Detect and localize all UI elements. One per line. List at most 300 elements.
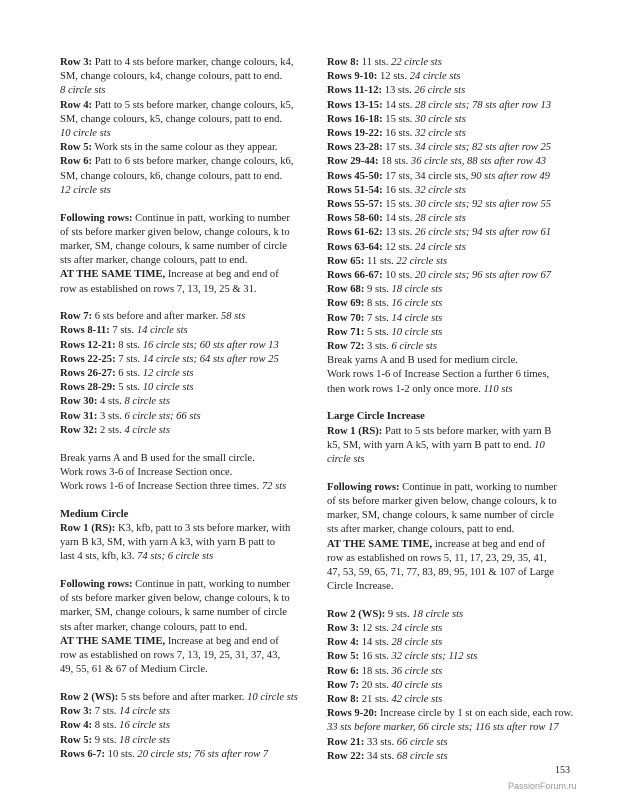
body-text: 2 sts. [97, 424, 125, 436]
italic-text: 10 circle sts [60, 128, 111, 140]
body-text: sts after marker, change colours, patt to end. [60, 621, 248, 633]
text-line [60, 592, 308, 606]
text-line [60, 84, 308, 98]
bold-text: Rows 9-10: [327, 71, 378, 83]
bold-text: Row 8: [327, 694, 360, 706]
bold-text: Row 68: [327, 284, 365, 296]
body-text: SM, change colours, k4, change colours, patt to end. [60, 71, 283, 83]
body-text: SM, change colours, k5, change colours, patt to end. [60, 113, 283, 125]
italic-text: 28 circle sts; 78 sts after row 13 [415, 99, 552, 111]
text-line [327, 693, 577, 707]
paragraph [327, 608, 577, 764]
text-line [60, 170, 308, 184]
paragraph [60, 578, 308, 677]
bold-text: Row 7: [327, 679, 360, 691]
text-line [60, 578, 308, 592]
left-column [60, 56, 308, 775]
body-text: Break yarns A and B used for the small circle. [60, 452, 255, 464]
body-text: 7 sts. [109, 325, 137, 337]
bold-text: Row 6: [60, 156, 93, 168]
bold-text: Row 3: [60, 706, 93, 718]
text-line [327, 552, 577, 566]
body-text: 15 sts. [382, 199, 416, 211]
text-line [327, 721, 577, 735]
italic-text: 40 circle sts [391, 679, 443, 691]
bold-text: Row 5: [60, 734, 93, 746]
italic-text: 8 circle sts [60, 85, 106, 97]
bold-text: Row 5: [60, 142, 93, 154]
bold-text: Rows 19-22: [327, 128, 383, 140]
italic-text: 33 sts before marker, 66 circle sts; 116 sts after row 17 [327, 722, 559, 734]
bold-text: Rows 11-12: [327, 85, 383, 97]
italic-text: 110 sts [483, 383, 513, 395]
body-text: 16 sts. [359, 651, 392, 663]
body-text: 14 sts. [382, 99, 416, 111]
body-text: Patt to 5 sts before marker, with yarn B [382, 425, 552, 437]
text-line [327, 326, 577, 340]
body-text: 11 sts. [359, 57, 392, 68]
italic-text: 32 circle sts [415, 184, 466, 196]
body-text: 7 sts. [92, 706, 120, 718]
text-line [327, 707, 577, 721]
italic-text: 18 circle sts [391, 284, 443, 296]
bold-text: Rows 9-20: [327, 708, 378, 720]
bold-text: Following rows: [327, 481, 400, 493]
italic-text: 10 circle sts [142, 382, 194, 394]
text-line [327, 509, 577, 523]
bold-text: Row 7: [60, 311, 93, 323]
text-line [327, 170, 577, 184]
text-line [60, 748, 308, 762]
text-line [327, 622, 577, 636]
body-text: 15 sts. [382, 113, 416, 125]
text-line [327, 184, 577, 198]
text-line [327, 453, 577, 467]
body-text: 16 sts. [382, 128, 416, 140]
text-line [60, 381, 308, 395]
watermark: PassionForum.ru [508, 781, 577, 791]
italic-text: 68 circle sts [396, 750, 448, 762]
bold-text: Row 32: [60, 424, 98, 436]
text-line [327, 368, 577, 382]
text-line [60, 254, 308, 268]
bold-text: Row 4: [327, 637, 360, 649]
body-text: of sts before marker given below, change colours, k to [60, 593, 290, 605]
italic-text: 26 circle sts; 94 sts after row 61 [415, 227, 552, 239]
bold-text: Rows 55-57: [327, 199, 383, 211]
body-text: Increase circle by 1 st on each side, each row. [377, 708, 574, 720]
text-line [60, 268, 308, 282]
italic-text: 12 circle sts [60, 184, 111, 196]
text-line [327, 608, 577, 622]
text-line [327, 481, 577, 495]
italic-text: 32 circle sts [415, 128, 466, 140]
text-line [327, 736, 577, 750]
bold-text: AT THE SAME TIME, [327, 538, 433, 550]
italic-text: 14 circle sts [136, 325, 188, 337]
text-line [60, 536, 308, 550]
body-text: 10 sts. [382, 270, 416, 282]
text-line [327, 636, 577, 650]
text-line [60, 719, 308, 733]
bold-text: Rows 45-50: [327, 170, 383, 182]
text-line [60, 705, 308, 719]
bold-text: Rows 8-11: [60, 325, 110, 337]
bold-text: Row 3: [60, 57, 93, 68]
body-text: 18 sts. [359, 665, 392, 677]
bold-text: Rows 26-27: [60, 368, 116, 380]
body-text: 5 sts. [364, 326, 392, 338]
italic-text: 10 [534, 439, 545, 451]
body-text: 5 sts. [115, 382, 143, 394]
bold-text: Row 29-44: [327, 156, 379, 168]
body-text: Work rows 1-6 of Increase Section three times. [60, 480, 262, 492]
body-text: 9 sts. [92, 734, 120, 746]
text-line [60, 70, 308, 84]
italic-text: 8 circle sts [124, 396, 170, 408]
text-line [327, 127, 577, 141]
bold-text: Row 22: [327, 750, 365, 762]
text-line [327, 297, 577, 311]
text-line [327, 198, 577, 212]
italic-text: 16 circle sts [391, 298, 443, 310]
paragraph [60, 508, 308, 565]
text-line [327, 665, 577, 679]
text-line [60, 339, 308, 353]
body-text: row as established on rows 5, 11, 17, 23, 29, 35, 41, [327, 552, 547, 564]
paragraph [60, 452, 308, 495]
body-text: last 4 sts, kfb, k3. [60, 551, 138, 563]
bold-text: Row 4: [60, 99, 93, 111]
italic-text: 14 circle sts; 64 sts after row 25 [142, 353, 279, 365]
body-text: 47, 53, 59, 65, 71, 77, 83, 89, 95, 101 & 107 of Large [327, 566, 554, 578]
italic-text: 30 circle sts; 92 sts after row 55 [415, 199, 552, 211]
text-line [327, 750, 577, 764]
bold-text: Rows 61-62: [327, 227, 383, 239]
text-line [60, 113, 308, 127]
body-text: Break yarns A and B used for medium circle. [327, 355, 518, 367]
text-line [327, 212, 577, 226]
text-line [60, 155, 308, 169]
text-line [60, 226, 308, 240]
body-text: 16 sts. [382, 184, 416, 196]
text-line [60, 550, 308, 564]
body-text: marker, SM, change colours, k same number of circle [60, 240, 287, 252]
italic-text: 28 circle sts [415, 213, 466, 225]
body-text: 3 sts. [97, 410, 125, 422]
body-text: 14 sts. [359, 637, 392, 649]
bold-text: Rows 63-64: [327, 241, 383, 253]
text-line [327, 425, 577, 439]
body-text: row as established on rows 7, 13, 19, 25 & 31. [60, 283, 257, 295]
body-text: Increase at beg and end of [165, 635, 279, 647]
body-text: Continue in patt, working to number [399, 481, 557, 493]
body-text: Circle Increase. [327, 581, 394, 593]
body-text: 8 sts. [364, 298, 392, 310]
body-text: Work rows 3-6 of Increase Section once. [60, 466, 233, 478]
body-text: 12 sts. [382, 241, 416, 253]
body-text: of sts before marker given below, change colours, k to [60, 226, 290, 238]
italic-text: 74 sts; 6 circle sts [137, 551, 214, 563]
text-line [60, 734, 308, 748]
paragraph [60, 56, 308, 198]
bold-text: Row 69: [327, 298, 365, 310]
text-line [60, 522, 308, 536]
italic-text: 66 circle sts [396, 736, 448, 748]
italic-text: 42 circle sts [391, 694, 443, 706]
bold-text: Rows 23-28: [327, 142, 383, 154]
italic-text: 16 circle sts [119, 720, 170, 732]
text-line [60, 324, 308, 338]
italic-text: 72 sts [261, 480, 287, 492]
bold-text: Rows 16-18: [327, 113, 383, 125]
body-text: 12 sts. [377, 71, 410, 83]
body-text: 8 sts. [92, 720, 120, 732]
bold-text: Rows 58-60: [327, 213, 383, 225]
body-text: 7 sts. [115, 353, 143, 365]
italic-text: 14 circle sts [391, 312, 443, 324]
bold-text: Following rows: [60, 579, 133, 590]
body-text: Continue in patt, working to number [132, 212, 290, 224]
italic-text: 4 circle sts [124, 424, 170, 436]
italic-text: 18 circle sts [119, 734, 170, 746]
body-text: Patt to 4 sts before marker, change colours, k4, [92, 57, 294, 68]
text-line [60, 353, 308, 367]
bold-text: Row 21: [327, 736, 365, 748]
italic-text: 22 circle sts [391, 57, 442, 68]
text-line [60, 452, 308, 466]
italic-text: 58 sts [220, 311, 246, 323]
page-number: 153 [555, 765, 570, 776]
italic-text: 36 circle sts, 88 sts after row 43 [410, 156, 547, 168]
body-text: 11 sts. [364, 255, 397, 267]
body-text: 9 sts. [364, 284, 392, 296]
bold-text: Rows 28-29: [60, 382, 116, 394]
body-text: K3, kfb, patt to 3 sts before marker, with [115, 522, 291, 534]
bold-text: Rows 6-7: [60, 748, 106, 760]
body-text: 13 sts. [382, 227, 416, 239]
bold-text: Rows 12-21: [60, 339, 116, 351]
text-line [60, 99, 308, 113]
text-line [327, 70, 577, 84]
italic-text: 12 circle sts [142, 368, 194, 380]
text-line [60, 367, 308, 381]
body-text: then work rows 1-2 only once more. [327, 383, 484, 395]
bold-text: Rows 66-67: [327, 270, 383, 282]
bold-text: Row 71: [327, 326, 365, 338]
text-line [60, 310, 308, 324]
bold-text: Row 1 (RS): [60, 522, 116, 534]
text-line [327, 241, 577, 255]
body-text: 21 sts. [359, 694, 392, 706]
body-text: Increase at beg and end of [165, 269, 279, 281]
italic-text: 20 circle sts; 96 sts after row 67 [415, 270, 552, 282]
body-text: 7 sts. [364, 312, 392, 324]
text-line [60, 184, 308, 198]
body-text: 6 sts before and after marker. [92, 311, 221, 323]
body-text: increase at beg and end of [432, 538, 546, 550]
text-line [60, 635, 308, 649]
text-line [60, 663, 308, 677]
bold-text: Row 30: [60, 396, 98, 408]
text-line [327, 410, 577, 424]
body-text: 9 sts. [385, 608, 413, 620]
bold-text: Row 65: [327, 255, 365, 267]
bold-text: Large Circle Increase [327, 411, 425, 423]
text-line [327, 141, 577, 155]
text-line [60, 212, 308, 226]
body-text: Work sts in the same colour as they appear. [92, 142, 278, 154]
body-text: 33 sts. [364, 736, 397, 748]
body-text: 5 sts before and after marker. [118, 691, 248, 703]
text-line [327, 255, 577, 269]
body-text: Patt to 6 sts before marker, change colours, k6, [92, 156, 294, 168]
body-text: 17 sts, 34 circle sts, [382, 170, 471, 182]
text-line [60, 424, 308, 438]
text-line [327, 650, 577, 664]
bold-text: AT THE SAME TIME, [60, 269, 166, 281]
paragraph [327, 481, 577, 595]
bold-text: Row 2 (WS): [327, 608, 386, 620]
body-text: 4 sts. [97, 396, 125, 408]
paragraph [60, 691, 308, 762]
italic-text: 36 circle sts [391, 665, 443, 677]
body-text: sts after marker, change colours, patt to end. [60, 255, 248, 267]
text-line [327, 56, 577, 70]
body-text: marker, SM, change colours, k same number of circle [327, 510, 554, 522]
text-line [327, 538, 577, 552]
text-line [327, 99, 577, 113]
bold-text: Row 5: [327, 651, 360, 663]
text-line [327, 340, 577, 354]
bold-text: Rows 51-54: [327, 184, 383, 196]
bold-text: Row 3: [327, 623, 360, 635]
body-text: 34 sts. [364, 750, 397, 762]
bold-text: Row 70: [327, 312, 365, 324]
text-line [327, 566, 577, 580]
text-line [327, 283, 577, 297]
body-text: Work rows 1-6 of Increase Section a further 6 times, [327, 369, 550, 381]
text-line [327, 439, 577, 453]
text-line [60, 283, 308, 297]
body-text: of sts before marker given below, change colours, k to [327, 495, 557, 507]
italic-text: 26 circle sts [414, 85, 466, 97]
bold-text: Row 8: [327, 57, 360, 68]
body-text: sts after marker, change colours, patt to end. [327, 524, 515, 536]
text-line [60, 649, 308, 663]
italic-text: 30 circle sts [415, 113, 466, 125]
italic-text: 16 circle sts; 60 sts after row 13 [142, 339, 279, 351]
body-text: 13 sts. [382, 85, 415, 97]
italic-text: 24 circle sts [391, 623, 443, 635]
text-line [60, 606, 308, 620]
text-line [327, 383, 577, 397]
bold-text: Rows 13-15: [327, 99, 383, 111]
bold-text: Row 31: [60, 410, 98, 422]
right-column [327, 56, 577, 778]
text-line [327, 523, 577, 537]
text-line [327, 113, 577, 127]
body-text: 6 sts. [115, 368, 143, 380]
body-text: 12 sts. [359, 623, 392, 635]
italic-text: 34 circle sts; 82 sts after row 25 [415, 142, 552, 154]
text-line [327, 312, 577, 326]
body-text: 49, 55, 61 & 67 of Medium Circle. [60, 664, 208, 676]
italic-text: 14 circle sts [119, 706, 170, 718]
body-text: 14 sts. [382, 213, 416, 225]
italic-text: 20 circle sts; 76 sts after row 7 [137, 748, 269, 760]
bold-text: Row 6: [327, 665, 360, 677]
body-text: k5, SM, with yarn A k5, with yarn B patt to end. [327, 439, 535, 451]
text-line [327, 155, 577, 169]
italic-text: 32 circle sts; 112 sts [391, 651, 478, 663]
body-text: 17 sts. [382, 142, 416, 154]
text-line [60, 480, 308, 494]
text-line [60, 141, 308, 155]
italic-text: 6 circle sts; 66 sts [124, 410, 201, 422]
italic-text: circle sts [327, 453, 365, 465]
text-line [327, 679, 577, 693]
bold-text: Row 72: [327, 341, 365, 353]
text-line [327, 354, 577, 368]
bold-text: Following rows: [60, 212, 133, 224]
italic-text: 24 circle sts [415, 241, 466, 253]
text-line [60, 410, 308, 424]
italic-text: 6 circle sts [391, 341, 437, 353]
italic-text: 28 circle sts [391, 637, 443, 649]
text-line [327, 84, 577, 98]
text-line [327, 226, 577, 240]
text-line [327, 580, 577, 594]
italic-text: 22 circle sts [396, 255, 448, 267]
body-text: Patt to 5 sts before marker, change colours, k5, [92, 99, 294, 111]
text-line [60, 395, 308, 409]
body-text: 8 sts. [115, 339, 143, 351]
body-text: 18 sts. [378, 156, 411, 168]
italic-text: 24 circle sts [409, 71, 461, 83]
italic-text: 18 circle sts [412, 608, 464, 620]
body-text: marker, SM, change colours, k same number of circle [60, 607, 287, 619]
body-text: row as established on rows 7, 13, 19, 25, 31, 37, 43, [60, 650, 281, 662]
text-line [60, 466, 308, 480]
text-line [60, 127, 308, 141]
italic-text: 90 sts after row 49 [470, 170, 550, 182]
italic-text: 10 circle sts [247, 691, 298, 703]
bold-text: Row 4: [60, 720, 93, 732]
paragraph [327, 410, 577, 467]
bold-text: Row 2 (WS): [60, 691, 119, 703]
body-text: 3 sts. [364, 341, 392, 353]
bold-text: AT THE SAME TIME, [60, 635, 166, 647]
text-line [327, 495, 577, 509]
body-text: 10 sts. [105, 748, 138, 760]
body-text: SM, change colours, k6, change colours, patt to end. [60, 170, 283, 182]
body-text: yarn B k3, SM, with yarn A k3, with yarn B patt to [60, 537, 276, 549]
text-line [60, 621, 308, 635]
text-line [327, 269, 577, 283]
body-text: 20 sts. [359, 679, 392, 691]
bold-text: Medium Circle [60, 508, 129, 520]
bold-text: Row 1 (RS): [327, 425, 383, 437]
text-line [60, 508, 308, 522]
paragraph [60, 310, 308, 438]
italic-text: 10 circle sts [391, 326, 443, 338]
paragraph [327, 56, 577, 397]
bold-text: Rows 22-25: [60, 353, 116, 365]
body-text: Continue in patt, working to number [132, 579, 290, 590]
text-line [60, 56, 308, 70]
text-line [60, 240, 308, 254]
